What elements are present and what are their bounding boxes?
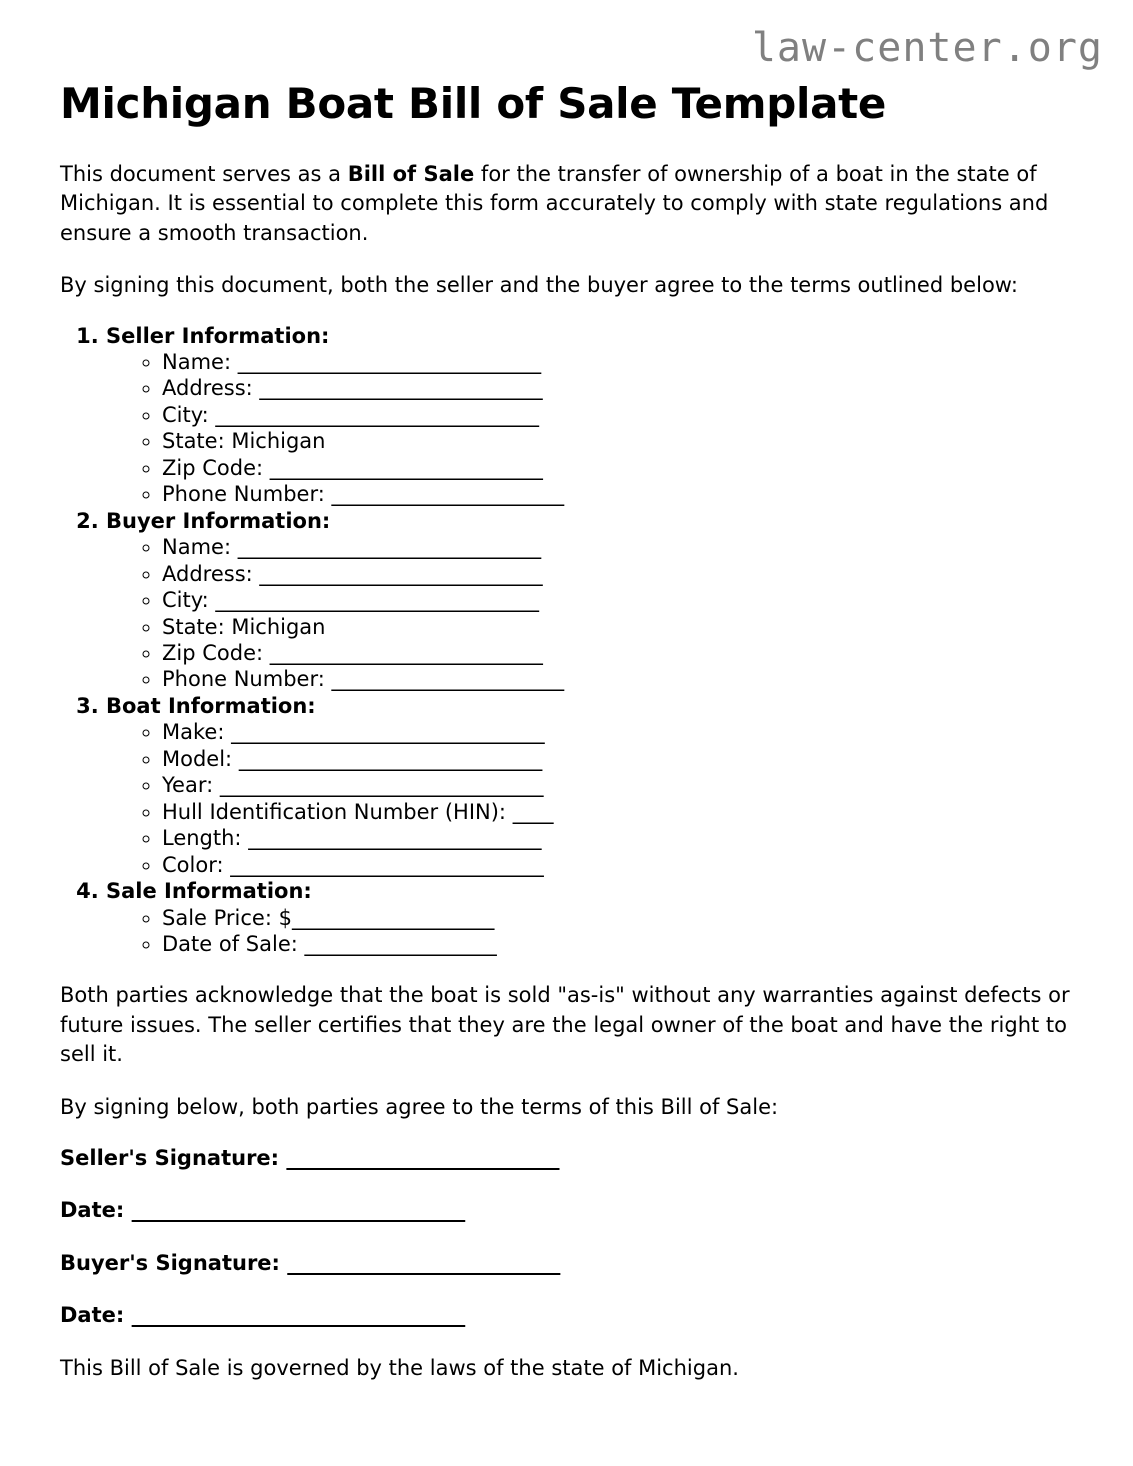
governing-law-line: This Bill of Sale is governed by the laws of the state of Michigan. — [60, 1356, 739, 1381]
seller-fields-list — [106, 349, 1072, 508]
field-boat-hin — [162, 799, 1072, 825]
sale-fields-list — [106, 905, 1072, 958]
field-label: Zip Code: — [162, 641, 270, 665]
seller-signature-line — [60, 1145, 1072, 1172]
field-seller-state — [162, 428, 1072, 454]
field-buyer-address — [162, 561, 1072, 587]
sign-below-paragraph: By signing below, both parties agree to the terms of this Bill of Sale: — [60, 1094, 779, 1119]
field-label: Color: — [162, 852, 231, 877]
seller-date-blank: _________________________________ — [131, 1198, 465, 1223]
field-label: State: Michigan — [162, 614, 326, 639]
buyer-date-label: Date: — [60, 1302, 132, 1327]
field-label: Length: — [162, 826, 249, 851]
field-label: State: Michigan — [162, 429, 326, 454]
section-heading: Buyer Information: — [106, 508, 331, 533]
field-blank: ___________________________ — [269, 455, 543, 480]
field-buyer-city — [162, 587, 1072, 613]
buyer-signature-line — [60, 1250, 1072, 1277]
document-body — [60, 160, 1072, 1384]
intro-bold-term: Bill of Sale — [347, 162, 475, 186]
field-blank: ______________________________ — [237, 535, 541, 560]
section-heading: Sale Information: — [106, 879, 312, 904]
field-label: Phone Number: — [162, 482, 332, 507]
closing-section — [60, 981, 1072, 1122]
section-buyer-information — [106, 508, 1072, 693]
field-label: City: — [162, 402, 216, 427]
field-seller-city — [162, 402, 1072, 428]
field-seller-phone-number — [162, 481, 1072, 507]
buyer-date-blank: _________________________________ — [131, 1302, 465, 1327]
field-label: Address: — [162, 561, 260, 586]
buyer-signature-blank: ___________________________ — [287, 1250, 560, 1275]
page-title: Michigan Boat Bill of Sale Template — [60, 79, 887, 128]
field-boat-model — [162, 746, 1072, 772]
field-label: Phone Number: — [162, 667, 332, 692]
field-boat-make — [162, 719, 1072, 745]
intro-text-part1: This document serves as a — [60, 162, 348, 186]
field-buyer-zip-code — [162, 640, 1072, 666]
field-blank: _______________________ — [331, 482, 564, 507]
signature-block — [60, 1145, 1072, 1329]
field-label: City: — [162, 588, 216, 613]
field-label: Hull Identification Number (HIN): — [162, 799, 513, 824]
field-boat-length — [162, 825, 1072, 851]
field-blank: ________________________________ — [215, 588, 539, 613]
boat-fields-list — [106, 719, 1072, 878]
field-blank: _______________________________ — [230, 852, 544, 877]
field-seller-name — [162, 349, 1072, 375]
field-blank: ____ — [512, 799, 554, 824]
buyer-fields-list — [106, 534, 1072, 693]
intro-paragraph — [60, 160, 1072, 248]
section-boat-information — [106, 693, 1072, 878]
field-sale-price — [162, 905, 1072, 931]
field-blank: _______________________ — [331, 667, 564, 692]
field-label: Zip Code: — [162, 455, 270, 480]
section-sale-information — [106, 878, 1072, 957]
field-blank: ______________________________ — [237, 350, 541, 375]
seller-signature-label: Seller's Signature: — [60, 1146, 287, 1170]
seller-date-label: Date: — [60, 1198, 132, 1223]
field-blank: ______________________________ — [238, 746, 542, 771]
field-blank: ____________________________ — [259, 561, 543, 586]
field-blank: ____________________ — [291, 905, 494, 930]
field-label: Make: — [162, 720, 232, 745]
field-label: Name: — [162, 350, 238, 375]
buyer-date-line — [60, 1302, 1072, 1329]
seller-date-line — [60, 1197, 1072, 1224]
section-heading: Boat Information: — [106, 693, 316, 718]
field-buyer-state — [162, 614, 1072, 640]
field-date-of-sale — [162, 931, 1072, 957]
field-label: Date of Sale: — [162, 931, 305, 956]
field-boat-year — [162, 772, 1072, 798]
field-label: Name: — [162, 535, 238, 560]
field-blank: ___________________________ — [269, 641, 543, 665]
as-is-paragraph: Both parties acknowledge that the boat is sold "as-is" without any warranties against defects or future issues. The seller certifies that they are the legal owner of the boat and have the right to sell it. — [60, 983, 1070, 1067]
section-heading: Seller Information: — [106, 323, 330, 348]
field-blank: ________________________________ — [215, 402, 539, 427]
site-watermark: law-center.org — [751, 25, 1103, 71]
field-label: Year: — [162, 773, 220, 798]
field-blank: ___________________ — [304, 931, 497, 956]
field-seller-address — [162, 375, 1072, 401]
field-blank: _______________________________ — [231, 720, 545, 745]
field-blank: _____________________________ — [248, 826, 542, 851]
field-label: Sale Price: $ — [162, 905, 292, 930]
seller-signature-blank: ___________________________ — [286, 1146, 560, 1170]
field-blank: ____________________________ — [259, 376, 543, 401]
field-label: Address: — [162, 376, 260, 401]
field-blank: ________________________________ — [219, 773, 544, 798]
agreement-paragraph: By signing this document, both the seller and the buyer agree to the terms outlined below: — [60, 273, 1018, 298]
buyer-signature-label: Buyer's Signature: — [60, 1250, 288, 1275]
field-seller-zip-code — [162, 455, 1072, 481]
field-label: Model: — [162, 746, 239, 771]
intro-text-part2: for the transfer of ownership of a boat in the state of Michigan. It is essential to complete this form accurately to comply with state regulations and ensure a smooth transaction. — [60, 162, 1049, 245]
field-boat-color — [162, 852, 1072, 878]
field-buyer-phone-number — [162, 666, 1072, 692]
field-buyer-name — [162, 534, 1072, 560]
information-sections-list — [60, 323, 1072, 958]
section-seller-information — [106, 323, 1072, 508]
